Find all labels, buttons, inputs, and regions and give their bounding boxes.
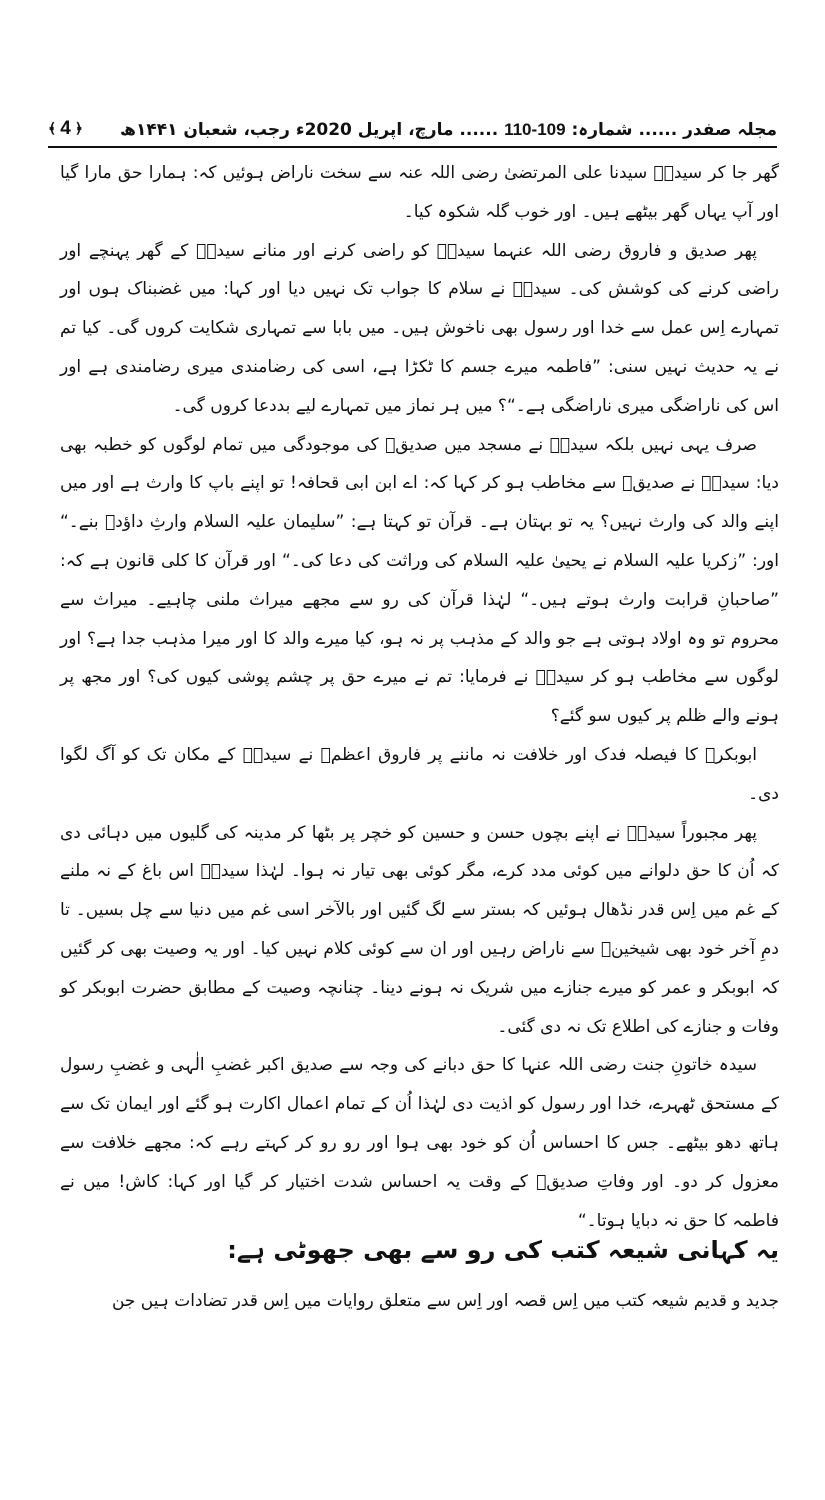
issue-number: 109-110 — [504, 119, 566, 139]
page-number: 4 — [60, 118, 71, 139]
issue-dates: مارچ، اپریل 2020ء رجب، شعبان ۱۴۴۱ھ — [120, 119, 454, 140]
issue-label: شمارہ — [578, 119, 633, 140]
paragraph-6: سیدہ خاتونِ جنت رضی اللہ عنہا کا حق دبانے کی وجہ سے صدیق اکبر غضبِ الٰہی و غضبِ رسول کے مستحق ٹھہرے، خدا اور رسول کو اذیت دی لہٰذا اُن کے تمام اعمال اکارت ہو گئے اور ایمان تک سے ہاتھ دھو بیٹھے۔ جس کا احساس اُن کو خود بھی ہوا اور رو رو کر کہتے رہے کہ: مجھے خلافت سے معزول کر دو۔ اور وفاتِ صدیقؓ کے وقت یہ احساس شدت اختیار کر گیا اور کہا: کاش! میں نے فاطمہ کا حق نہ دبایا ہوتا۔“ — [60, 1055, 779, 1231]
journal-meta: مجلہ صفدر ...... شمارہ: 109-110 ...... مارچ، اپریل 2020ء رجب، شعبان ۱۴۴۱ھ — [120, 119, 777, 140]
section-heading: یہ کہانی شیعہ کتب کی رو سے بھی جھوٹی ہے: — [227, 1236, 779, 1264]
ornament-right-icon: ﴿ — [74, 121, 83, 137]
paragraph-1: گھر جا کر سیدہؓ سیدنا علی المرتضیٰ رضی اللہ عنہ سے سخت ناراض ہوئیں کہ: ہمارا حق مارا گیا اور آپ یہاں گھر بیٹھے ہیں۔ اور خوب گلہ شکوہ کیا۔ — [60, 163, 779, 222]
paragraph-2: پھر صدیق و فاروق رضی اللہ عنہما سیدہؓ کو راضی کرنے اور منانے سیدہؓ کے گھر پہنچے اور راضی کرنے کی کوشش کی۔ سیدہؓ نے سلام کا جواب تک نہیں دیا اور کہا: میں غضبناک ہوں اور تمہارے اِس عمل سے خدا اور رسول بھی ناخوش ہیں۔ میں بابا سے تمہاری شکایت کروں گی۔ کیا تم نے یہ حدیث نہیں سنی: ”فاطمہ میرے جسم کا ٹکڑا ہے، اسی کی رضامندی میری رضامندی ہے اور اس کی ناراضگی میری ناراضگی ہے۔“؟ میں ہر نماز میں تمہارے لیے بددعا کروں گی۔ — [60, 240, 779, 416]
paragraph-3: صرف یہی نہیں بلکہ سیدہؓ نے مسجد میں صدیقؓ کی موجودگی میں تمام لوگوں کو خطبہ بھی دیا: سیدہؓ نے صدیقؓ سے مخاطب ہو کر کہا کہ: اے ابن ابی قحافہ! تو اپنے باپ کا وارث ہے اور میں اپنے والد کی وارث نہیں؟ یہ تو بہتان ہے۔ قرآن تو کہتا ہے: ”سلیمان علیہ السلام وارثِ داؤدؑ بنے۔“ اور: ”زکریا علیہ السلام نے یحییٰ علیہ السلام کی وراثت کی دعا کی۔“ اور قرآن کا کلی قانون ہے کہ: ”صاحبانِ قرابت وارث ہوتے ہیں۔“ لہٰذا قرآن کی رو سے مجھے میراث ملنی چاہیے۔ میراث سے محروم تو وہ اولاد ہوتی ہے جو والد کے مذہب پر نہ ہو، کیا میرے والد کا اور میرا مذہب جدا ہے؟ اور لوگوں سے مخاطب ہو کر سیدہؓ نے فرمایا: تم نے میرے حق پر چشم پوشی کیوں کی؟ اور مجھ پر ہونے والے ظلم پر کیوں سو گئے؟ — [60, 434, 779, 727]
journal-name: مجلہ صفدر — [683, 119, 777, 140]
page-number-box — [48, 118, 83, 140]
running-header — [48, 114, 777, 148]
paragraph-4: ابوبکرؓ کا فیصلہ فدک اور خلافت نہ ماننے پر فاروق اعظمؓ نے سیدہؓ کے مکان تک کو آگ لگوا دی۔ — [60, 744, 779, 804]
article-body — [60, 154, 779, 1240]
ornament-left-icon: ﴾ — [48, 121, 57, 137]
continuation-line: جدید و قدیم شیعہ کتب میں اِس قصہ اور اِس سے متعلق روایات میں اِس قدر تضادات ہیں جن — [111, 1291, 779, 1311]
paragraph-5: پھر مجبوراً سیدہؓ نے اپنے بچوں حسن و حسین کو خچر پر بٹھا کر مدینہ کی گلیوں میں دہائی دی کہ اُن کا حق دلوانے میں کوئی مدد کرے، مگر کوئی بھی تیار نہ ہوا۔ لہٰذا سیدہؓ اس باغ کے نہ ملنے کے غم میں اِس قدر نڈھال ہوئیں کہ بستر سے لگ گئیں اور بالآخر اسی غم میں دنیا سے چل بسیں۔ تا دمِ آخر خود بھی شیخینؓ سے ناراض رہیں اور ان سے کوئی کلام نہیں کیا۔ اور یہ وصیت بھی کر گئیں کہ ابوبکر و عمر کو میرے جنازے میں شریک نہ ہونے دینا۔ چنانچہ وصیت کے مطابق حضرت ابوبکر کو وفات و جنازے کی اطلاع تک نہ دی گئی۔ — [60, 822, 779, 1037]
